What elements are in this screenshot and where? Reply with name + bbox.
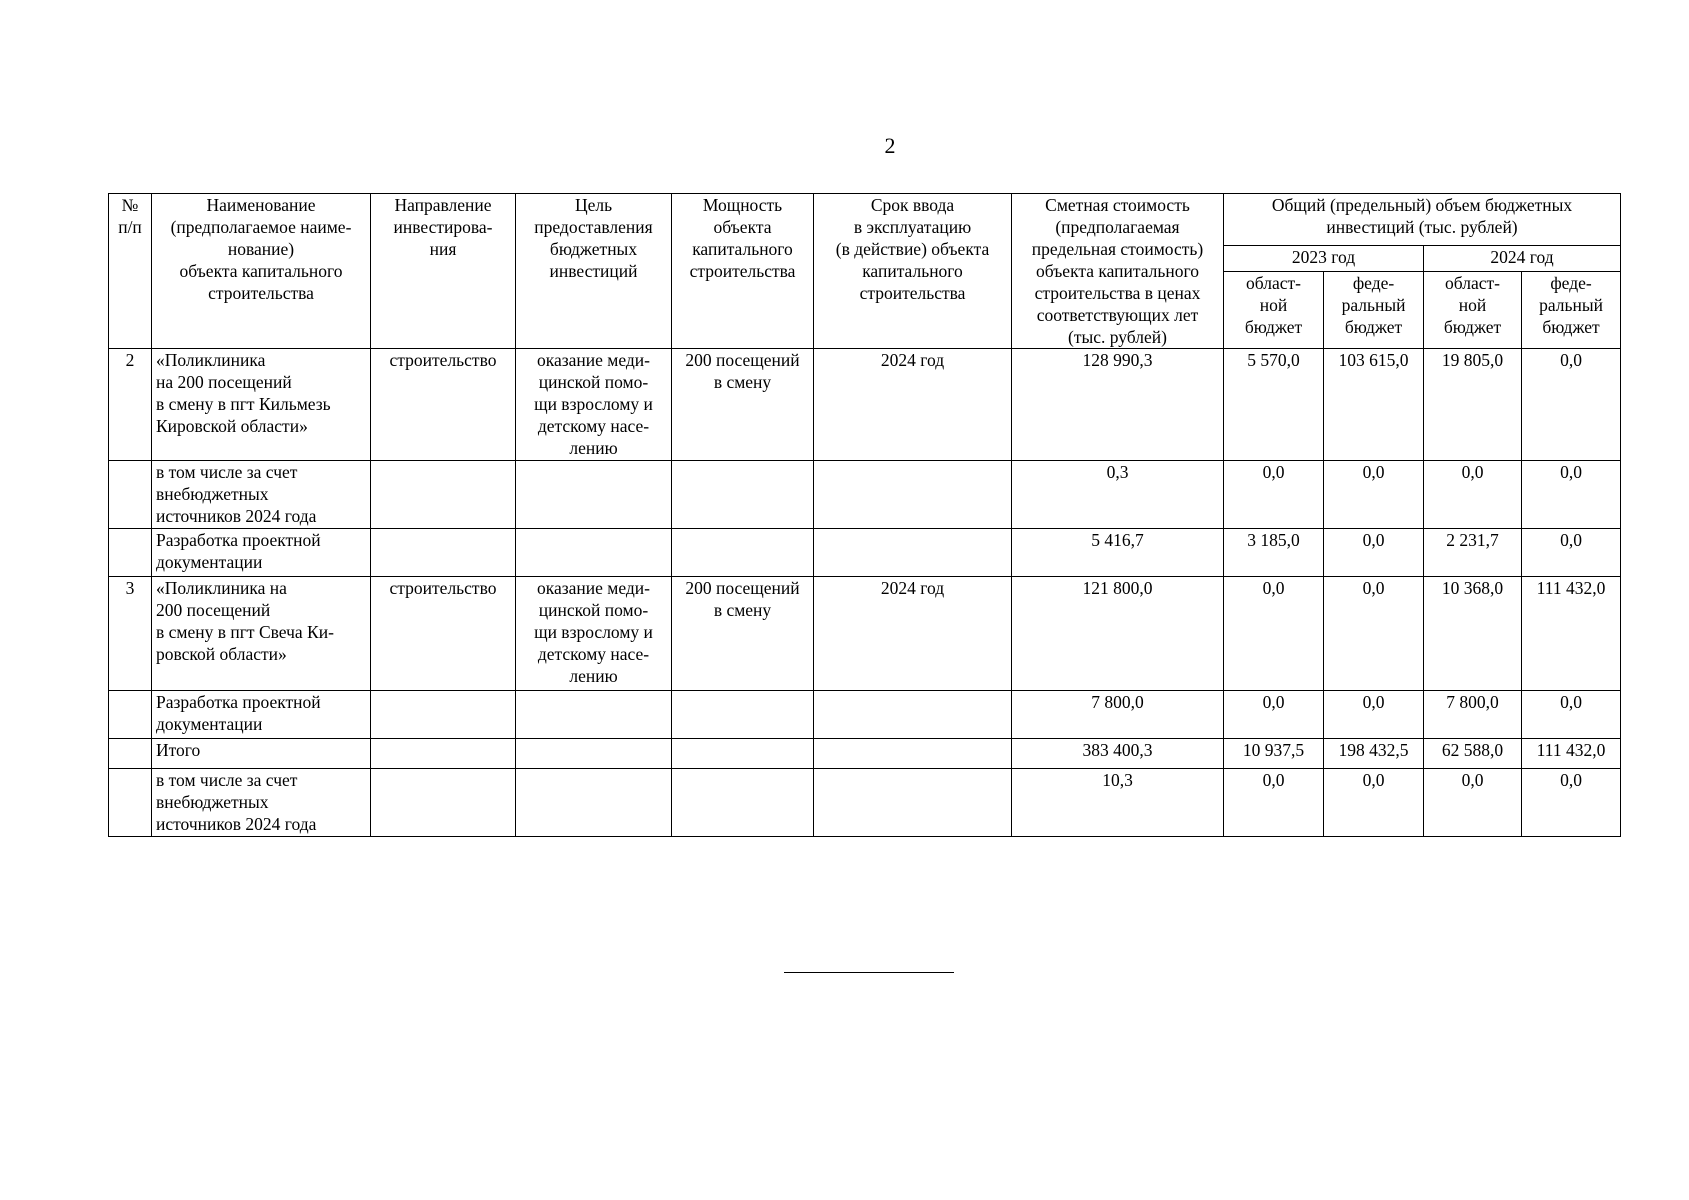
cell-direction bbox=[371, 691, 516, 739]
cell-name: в том числе за счет внебюджетных источников 2024 года bbox=[152, 769, 371, 837]
cell-direction: строительство bbox=[371, 577, 516, 691]
cell-capacity bbox=[672, 739, 814, 769]
table-row bbox=[109, 691, 1621, 739]
cell-federal-2024: 0,0 bbox=[1522, 529, 1621, 577]
header-cost: Сметная стоимость (предполагаемая предельная стоимость) объекта капитального строительства в ценах соответствующих лет (тыс. рублей) bbox=[1012, 194, 1224, 349]
cell-cost: 10,3 bbox=[1012, 769, 1224, 837]
cell-term bbox=[814, 739, 1012, 769]
cell-term: 2024 год bbox=[814, 577, 1012, 691]
cell-capacity bbox=[672, 461, 814, 529]
cell-federal-2024: 111 432,0 bbox=[1522, 577, 1621, 691]
cell-cost: 0,3 bbox=[1012, 461, 1224, 529]
cell-regional-2024: 7 800,0 bbox=[1424, 691, 1522, 739]
cell-capacity bbox=[672, 529, 814, 577]
cell-num bbox=[109, 739, 152, 769]
end-divider bbox=[784, 972, 954, 973]
cell-capacity bbox=[672, 691, 814, 739]
cell-federal-2023: 0,0 bbox=[1324, 577, 1424, 691]
cell-cost: 128 990,3 bbox=[1012, 349, 1224, 461]
cell-capacity: 200 посещений в смену bbox=[672, 577, 814, 691]
cell-cost: 7 800,0 bbox=[1012, 691, 1224, 739]
cell-federal-2023: 0,0 bbox=[1324, 769, 1424, 837]
cell-num bbox=[109, 529, 152, 577]
cell-regional-2023: 10 937,5 bbox=[1224, 739, 1324, 769]
cell-goal bbox=[516, 739, 672, 769]
header-capacity: Мощность объекта капитального строительства bbox=[672, 194, 814, 349]
header-total-budget: Общий (предельный) объем бюджетных инвестиций (тыс. рублей) bbox=[1224, 194, 1621, 246]
header-regional-2023: област- ной бюджет bbox=[1224, 272, 1324, 349]
table-row bbox=[109, 769, 1621, 837]
cell-goal bbox=[516, 529, 672, 577]
cell-term: 2024 год bbox=[814, 349, 1012, 461]
cell-num bbox=[109, 691, 152, 739]
cell-term bbox=[814, 691, 1012, 739]
cell-direction bbox=[371, 529, 516, 577]
header-federal-2024: феде- ральный бюджет bbox=[1522, 272, 1621, 349]
cell-federal-2024: 0,0 bbox=[1522, 349, 1621, 461]
cell-regional-2023: 0,0 bbox=[1224, 461, 1324, 529]
header-name: Наименование (предполагаемое наиме- нование) объекта капитального строительства bbox=[152, 194, 371, 349]
cell-direction bbox=[371, 461, 516, 529]
cell-term bbox=[814, 769, 1012, 837]
table-header bbox=[109, 194, 1621, 349]
cell-federal-2023: 103 615,0 bbox=[1324, 349, 1424, 461]
cell-federal-2023: 198 432,5 bbox=[1324, 739, 1424, 769]
cell-name: «Поликлиника на 200 посещений в смену в пгт Свеча Ки- ровской области» bbox=[152, 577, 371, 691]
investment-table bbox=[108, 193, 1621, 837]
cell-federal-2023: 0,0 bbox=[1324, 691, 1424, 739]
table-row bbox=[109, 577, 1621, 691]
cell-name: Разработка проектной документации bbox=[152, 691, 371, 739]
cell-capacity bbox=[672, 769, 814, 837]
table-row bbox=[109, 529, 1621, 577]
cell-federal-2023: 0,0 bbox=[1324, 461, 1424, 529]
header-year-2024: 2024 год bbox=[1424, 245, 1621, 271]
cell-num: 3 bbox=[109, 577, 152, 691]
cell-direction bbox=[371, 769, 516, 837]
cell-regional-2024: 2 231,7 bbox=[1424, 529, 1522, 577]
cell-regional-2023: 0,0 bbox=[1224, 577, 1324, 691]
cell-goal: оказание меди- цинской помо- щи взрослому и детскому насе- лению bbox=[516, 349, 672, 461]
cell-num: 2 bbox=[109, 349, 152, 461]
cell-direction bbox=[371, 739, 516, 769]
cell-direction: строительство bbox=[371, 349, 516, 461]
cell-regional-2024: 0,0 bbox=[1424, 461, 1522, 529]
cell-regional-2023: 3 185,0 bbox=[1224, 529, 1324, 577]
cell-num bbox=[109, 769, 152, 837]
cell-regional-2023: 0,0 bbox=[1224, 769, 1324, 837]
cell-term bbox=[814, 461, 1012, 529]
cell-regional-2023: 5 570,0 bbox=[1224, 349, 1324, 461]
cell-federal-2024: 0,0 bbox=[1522, 769, 1621, 837]
cell-capacity: 200 посещений в смену bbox=[672, 349, 814, 461]
page-number: 2 bbox=[884, 133, 896, 158]
cell-regional-2024: 62 588,0 bbox=[1424, 739, 1522, 769]
table-body bbox=[109, 349, 1621, 837]
cell-federal-2024: 0,0 bbox=[1522, 691, 1621, 739]
cell-term bbox=[814, 529, 1012, 577]
cell-num bbox=[109, 461, 152, 529]
table-row bbox=[109, 461, 1621, 529]
cell-cost: 383 400,3 bbox=[1012, 739, 1224, 769]
header-num: № п/п bbox=[109, 194, 152, 349]
cell-cost: 5 416,7 bbox=[1012, 529, 1224, 577]
table-row-total bbox=[109, 739, 1621, 769]
cell-regional-2023: 0,0 bbox=[1224, 691, 1324, 739]
header-term: Срок ввода в эксплуатацию (в действие) объекта капитального строительства bbox=[814, 194, 1012, 349]
cell-federal-2024: 111 432,0 bbox=[1522, 739, 1621, 769]
header-regional-2024: област- ной бюджет bbox=[1424, 272, 1522, 349]
cell-federal-2023: 0,0 bbox=[1324, 529, 1424, 577]
cell-goal: оказание меди- цинской помо- щи взрослому и детскому насе- лению bbox=[516, 577, 672, 691]
header-year-2023: 2023 год bbox=[1224, 245, 1424, 271]
cell-regional-2024: 19 805,0 bbox=[1424, 349, 1522, 461]
cell-goal bbox=[516, 691, 672, 739]
header-goal: Цель предоставления бюджетных инвестиций bbox=[516, 194, 672, 349]
cell-regional-2024: 0,0 bbox=[1424, 769, 1522, 837]
cell-cost: 121 800,0 bbox=[1012, 577, 1224, 691]
cell-regional-2024: 10 368,0 bbox=[1424, 577, 1522, 691]
header-direction: Направление инвестирова- ния bbox=[371, 194, 516, 349]
cell-goal bbox=[516, 461, 672, 529]
cell-name: в том числе за счет внебюджетных источников 2024 года bbox=[152, 461, 371, 529]
table-row bbox=[109, 349, 1621, 461]
cell-federal-2024: 0,0 bbox=[1522, 461, 1621, 529]
cell-name: Разработка проектной документации bbox=[152, 529, 371, 577]
cell-name: «Поликлиника на 200 посещений в смену в пгт Кильмезь Кировской области» bbox=[152, 349, 371, 461]
header-federal-2023: феде- ральный бюджет bbox=[1324, 272, 1424, 349]
cell-name: Итого bbox=[152, 739, 371, 769]
cell-goal bbox=[516, 769, 672, 837]
